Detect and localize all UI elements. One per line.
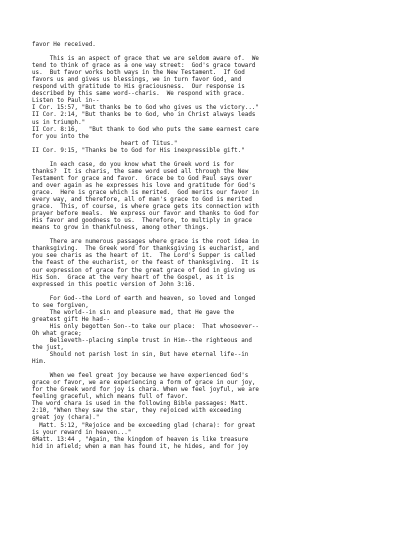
text-line: The world--in sin and pleasure mad, that He gave the [32, 309, 235, 316]
text-line: great joy (chara)." [32, 415, 100, 422]
text-line: Should not parish lost in sin, But have eternal life--in [32, 352, 249, 359]
text-line: us. But favor works both ways in the New Testament. If God [32, 70, 245, 77]
text-line: There are numerous passages where grace is the root idea in [32, 239, 259, 246]
text-line: I Cor. 15:57, "But thanks be to God who gives us the victory..." [32, 105, 259, 112]
text-line: Matt. 5:12, "Rejoice and be exceeding glad (chara): for great [32, 422, 256, 429]
text-line: us in triumph." [32, 119, 86, 126]
text-line: grace. This, of course, is where grace gets its connection with [32, 204, 259, 211]
text-line: Testament for grace and favor. Grace be to God Paul says over [32, 175, 252, 182]
text-line: is your reward in heaven..." [32, 429, 132, 436]
text-line: means to grow in thankfulness, among other things. [32, 225, 210, 232]
text-line: expressed in this poetic version of John 3:16. [32, 281, 196, 288]
text-line: Believeth--placing simple trust in Him--the righteous and [32, 337, 252, 344]
text-line: the feast of the eucharist, or the feast of thanksgiving. It is [32, 260, 259, 267]
text-line: you see charis as the heart of it. The Lord's Supper is called [32, 253, 256, 260]
blank-line [32, 49, 420, 56]
text-line: for you into the [32, 133, 89, 140]
text-line: described by this same word--charis. We respond with grace. [32, 91, 245, 98]
text-line: II Cor. 2:14, "But thanks be to God, who in Christ always leads [32, 112, 256, 119]
blank-line [32, 155, 420, 162]
blank-line [32, 289, 420, 296]
text-line: to see forgiven, [32, 302, 89, 309]
text-line: His Son. Grace at the very heart of the Gospel, as it is [32, 274, 235, 281]
text-line: every way, and therefore, all of man's grace to God is merited [32, 197, 252, 204]
text-line: When we feel great joy because we have experienced God's [32, 373, 249, 380]
text-line: favor He received. [32, 42, 96, 48]
text-line: grace. Here is grace which is merited. God merits our favor in [32, 189, 259, 196]
text-line: grace or favor, we are experiencing a form of grace in our joy, [32, 380, 256, 387]
text-line: prayer before meals. We express our favor and thanks to God for [32, 211, 259, 218]
text-line: This is an aspect of grace that we are seldom aware of. We [32, 56, 259, 63]
text-line: For God--the Lord of earth and heaven, so loved and longed [32, 295, 256, 302]
blank-line [32, 366, 420, 373]
text-line: thanksgiving. The Greek word for thanksgiving is eucharist, and [32, 246, 259, 253]
text-line: His only begotten Son--to take our place: That whosoever-- [32, 323, 259, 330]
text-line: 2:10, "When they saw the star, they rejoiced with exceeding [32, 408, 242, 415]
text-line: the just, [32, 345, 64, 352]
text-line: favors us and gives us blessings, we in turn favor God, and [32, 77, 242, 84]
text-line: His favor and goodness to us. Therefore, to multiply in grace [32, 218, 252, 225]
text-line: tend to think of grace as a one way street: God's grace toward [32, 63, 256, 70]
text-line: our expression of grace for the great grace of God in giving us [32, 267, 256, 274]
text-line: heart of Titus." [32, 140, 178, 147]
blank-line [32, 232, 420, 239]
text-line: thanks? It is charis, the same word used all through the New [32, 168, 249, 175]
text-line: greatest gift He had-- [32, 316, 111, 323]
text-line: II Cor. 8:16, "But thank to God who puts the same earnest care [32, 126, 259, 133]
text-line: Him. [32, 359, 47, 366]
text-line: In each case, do you know what the Greek word is for [32, 161, 235, 168]
text-line: Oh what grace; [32, 330, 82, 337]
text-line: feeling graceful, which means full of favor. [32, 394, 189, 401]
text-line: The word chara is used in the following Bible passages: Matt. [32, 401, 249, 408]
text-line: and over again as he expresses his love and gratitude for God's [32, 182, 256, 189]
text-line: respond with gratitude to His graciousness. Our response is [32, 84, 245, 91]
text-line: hid in afield; when a man has found it, he hides, and for joy [32, 443, 249, 450]
text-line: II Cor. 9:15, "Thanks be to God for His inexpressible gift." [32, 147, 245, 154]
text-line: Listen to Paul in-- [32, 98, 100, 105]
text-line: for the Greek word for joy is chara. When we feel joyful, we are [32, 387, 259, 394]
text-line: 6Matt. 13:44 , "Again, the kingdom of heaven is like treasure [32, 436, 249, 443]
